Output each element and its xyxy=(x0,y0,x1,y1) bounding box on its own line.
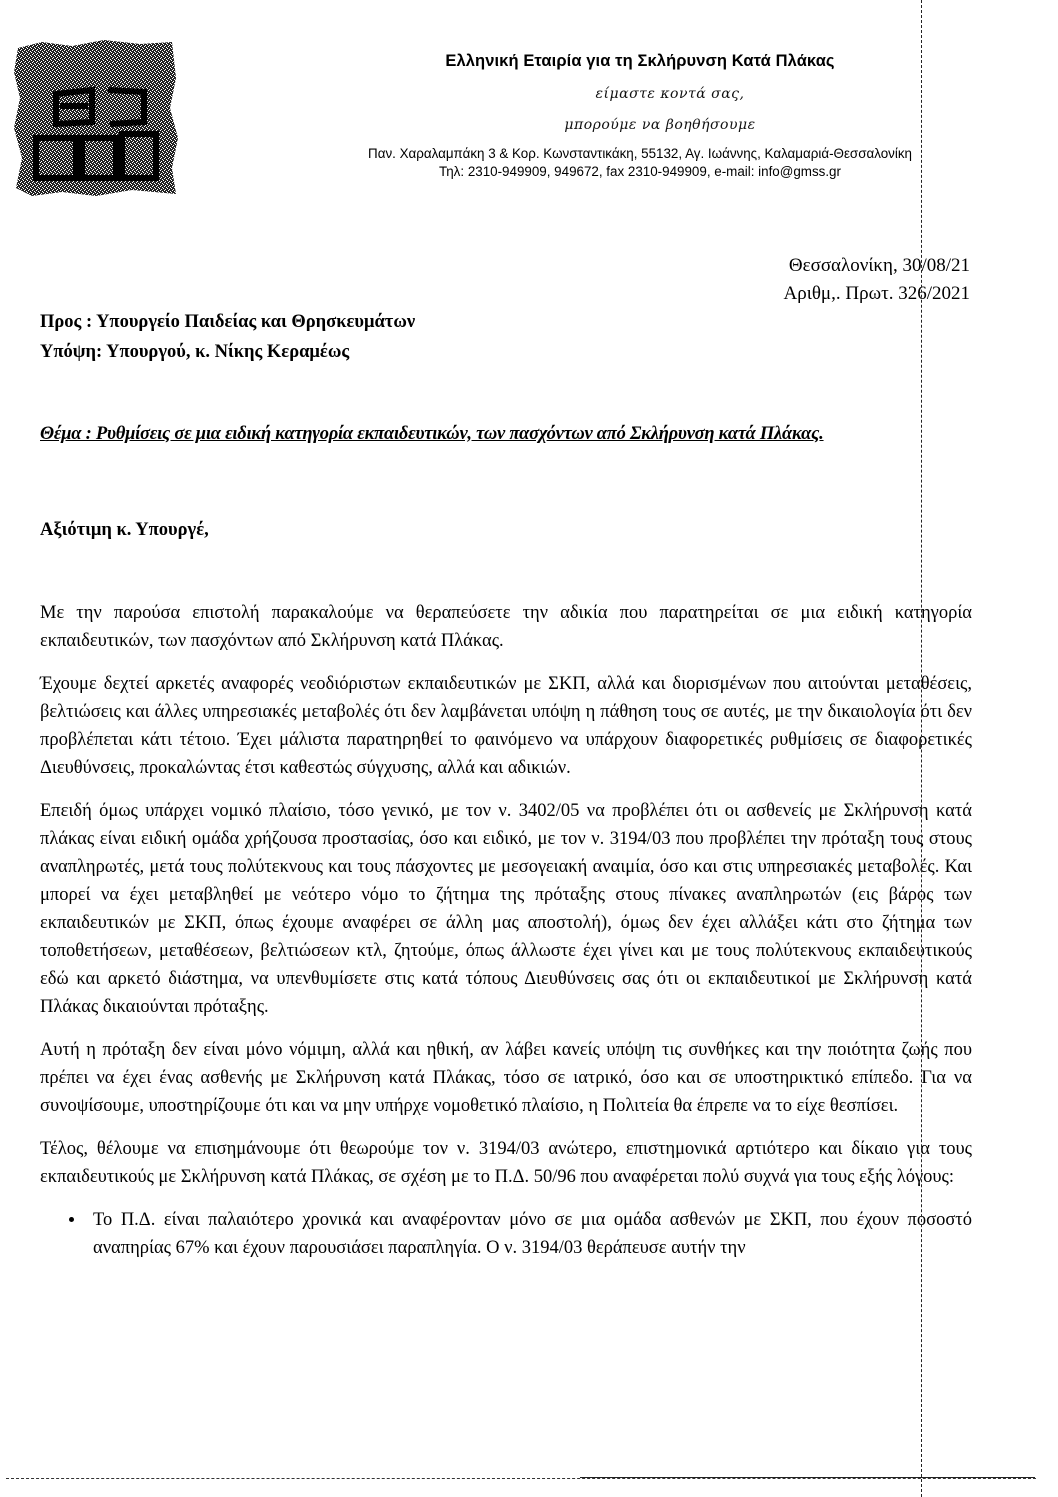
paragraph: Τέλος, θέλουμε να επισημάνουμε ότι θεωρούμε τον ν. 3194/03 ανώτερο, επιστημονικά αρτιότερο και δίκαιο για τους εκπαιδευτικούς με Σκλήρυνση κατά Πλάκας, σε σχέση με το Π.Δ. 50/96 που αναφέρεται πολύ συχνά για τους εξής λόγους: xyxy=(40,1139,972,1187)
organization-name: Ελληνική Εταιρία για τη Σκλήρυνση Κατά Πλάκας xyxy=(445,52,835,70)
motto-line-1: είμαστε κοντά σας, xyxy=(595,86,745,102)
organization-contact: Τηλ: 2310-949909, 949672, fax 2310-949909, e-mail: info@gmss.gr xyxy=(439,164,841,179)
paragraph: Έχουμε δεχτεί αρκετές αναφορές νεοδιόριστων εκπαιδευτικών με ΣΚΠ, αλλά και διορισμένων που αιτούνται μεταθέσεις, βελτιώσεις και άλλες υπηρεσιακές μεταβολές ότι δεν λαμβάνεται υπόψη η πάθηση τους σε αυτές, με την δικαιολογία ότι δεν προβλέπεται κάτι τέτοιο. Έχει μάλιστα παρατηρηθεί το φαινόμενο να υπάρχουν διαφορετικές ρυθμίσεις σε διαφορετικές Διευθύνσεις, προκαλώντας έτσι καθεστώς σύγχυσης, αλλά και αδικιών. xyxy=(40,674,972,778)
organization-address: Παν. Χαραλαμπάκη 3 & Κορ. Κωνσταντικάκη, 55132, Αγ. Ιωάννης, Καλαμαριά-Θεσσαλονίκη xyxy=(368,146,912,161)
letter-subject: Θέμα : Ρυθμίσεις σε μια ειδική κατηγορία εκπαιδευτικών, των πασχόντων από Σκλήρυνση κατά Πλάκας. xyxy=(40,424,824,444)
reasons-list xyxy=(40,1206,972,1262)
scan-fold-line-horizontal xyxy=(6,1478,1036,1479)
paragraph: Με την παρούσα επιστολή παρακαλούμε να θεραπεύσετε την αδικία που παρατηρείται σε μια ειδική κατηγορία εκπαιδευτικών, των πασχόντων από Σκλήρυνση κατά Πλάκας. xyxy=(40,603,972,651)
list-item: • Το Π.Δ. είναι παλαιότερο χρονικά και αναφέρονταν μόνο σε μια ομάδα ασθενών με ΣΚΠ, που έχουν ποσοστό αναπηρίας 67% και έχουν παρουσιάσει παραπληγία. Ο ν. 3194/03 θεράπευσε αυτήν την xyxy=(86,1206,972,1262)
paragraph: Επειδή όμως υπάρχει νομικό πλαίσιο, τόσο γενικό, με τον ν. 3402/05 να προβλέπει ότι οι ασθενείς με Σκλήρυνση κατά πλάκας είναι ειδική ομάδα χρήζουσα προστασίας, όσο και ειδικό, με τον ν. 3194/03 που προβλέπει την πρόταξη τους στους αναπληρωτές, μετά τους πολύτεκνους και τους πάσχοντες με μεσογειακή αναιμία, όσο και στις υπηρεσιακές μεταβολές. Και μπορεί να έχει μεταβληθεί με νεότερο νόμο το ζήτημα της πρόταξης στους πίνακες αναπληρωτών (εις βάρος των εκπαιδευτικών με ΣΚΠ, όπως έχουμε αναφέρει σε άλλη μας αποστολή), όμως δεν έχει αλλάξει κάτι στο ζήτημα των τοποθετήσεων, μεταθέσεων, βελτιώσεων κτλ, ζητούμε, όπως άλλωστε έχει γίνει και με τους πολύτεκνους εκπαιδευτικούς εδώ και αρκετό διάστημα, να υπενθυμίσετε στις κατά τόπους Διευθύνσεις σας ότι οι εκπαιδευτικοί με Σκλήρυνση κατά Πλάκας δικαιούνται πρόταξης. xyxy=(40,801,972,1017)
salutation: Αξιότιμη κ. Υπουργέ, xyxy=(40,520,209,540)
scan-edge-line xyxy=(580,1477,1035,1478)
letter-body xyxy=(40,599,972,1262)
place-date: Θεσσαλονίκη, 30/08/21 xyxy=(788,255,970,276)
scan-fold-line-vertical xyxy=(921,0,922,1497)
gmss-logo-icon xyxy=(12,38,180,198)
protocol-number: Αριθμ,. Πρωτ. 326/2021 xyxy=(783,283,970,304)
motto-line-2: μπορούμε να βοηθήσουμε xyxy=(564,117,756,133)
recipient-attention: Υπόψη: Υπουργού, κ. Νίκης Κεραμέως xyxy=(40,342,350,362)
recipient: Προς : Υπουργείο Παιδείας και Θρησκευμάτων xyxy=(40,312,416,332)
paragraph: Αυτή η πρόταξη δεν είναι μόνο νόμιμη, αλλά και ηθική, αν λάβει κανείς υπόψη τις συνθήκες και την ποιότητα ζωής που πρέπει να έχει ένας ασθενής με Σκλήρυνση κατά Πλάκας, τόσο σε ιατρικό, όσο και σε υποστηρικτικό επίπεδο. Για να συνοψίσουμε, υποστηρίζουμε ότι και να μην υπήρχε νομοθετικό πλαίσιο, η Πολιτεία θα έπρεπε να το είχε θεσπίσει. xyxy=(40,1040,972,1116)
